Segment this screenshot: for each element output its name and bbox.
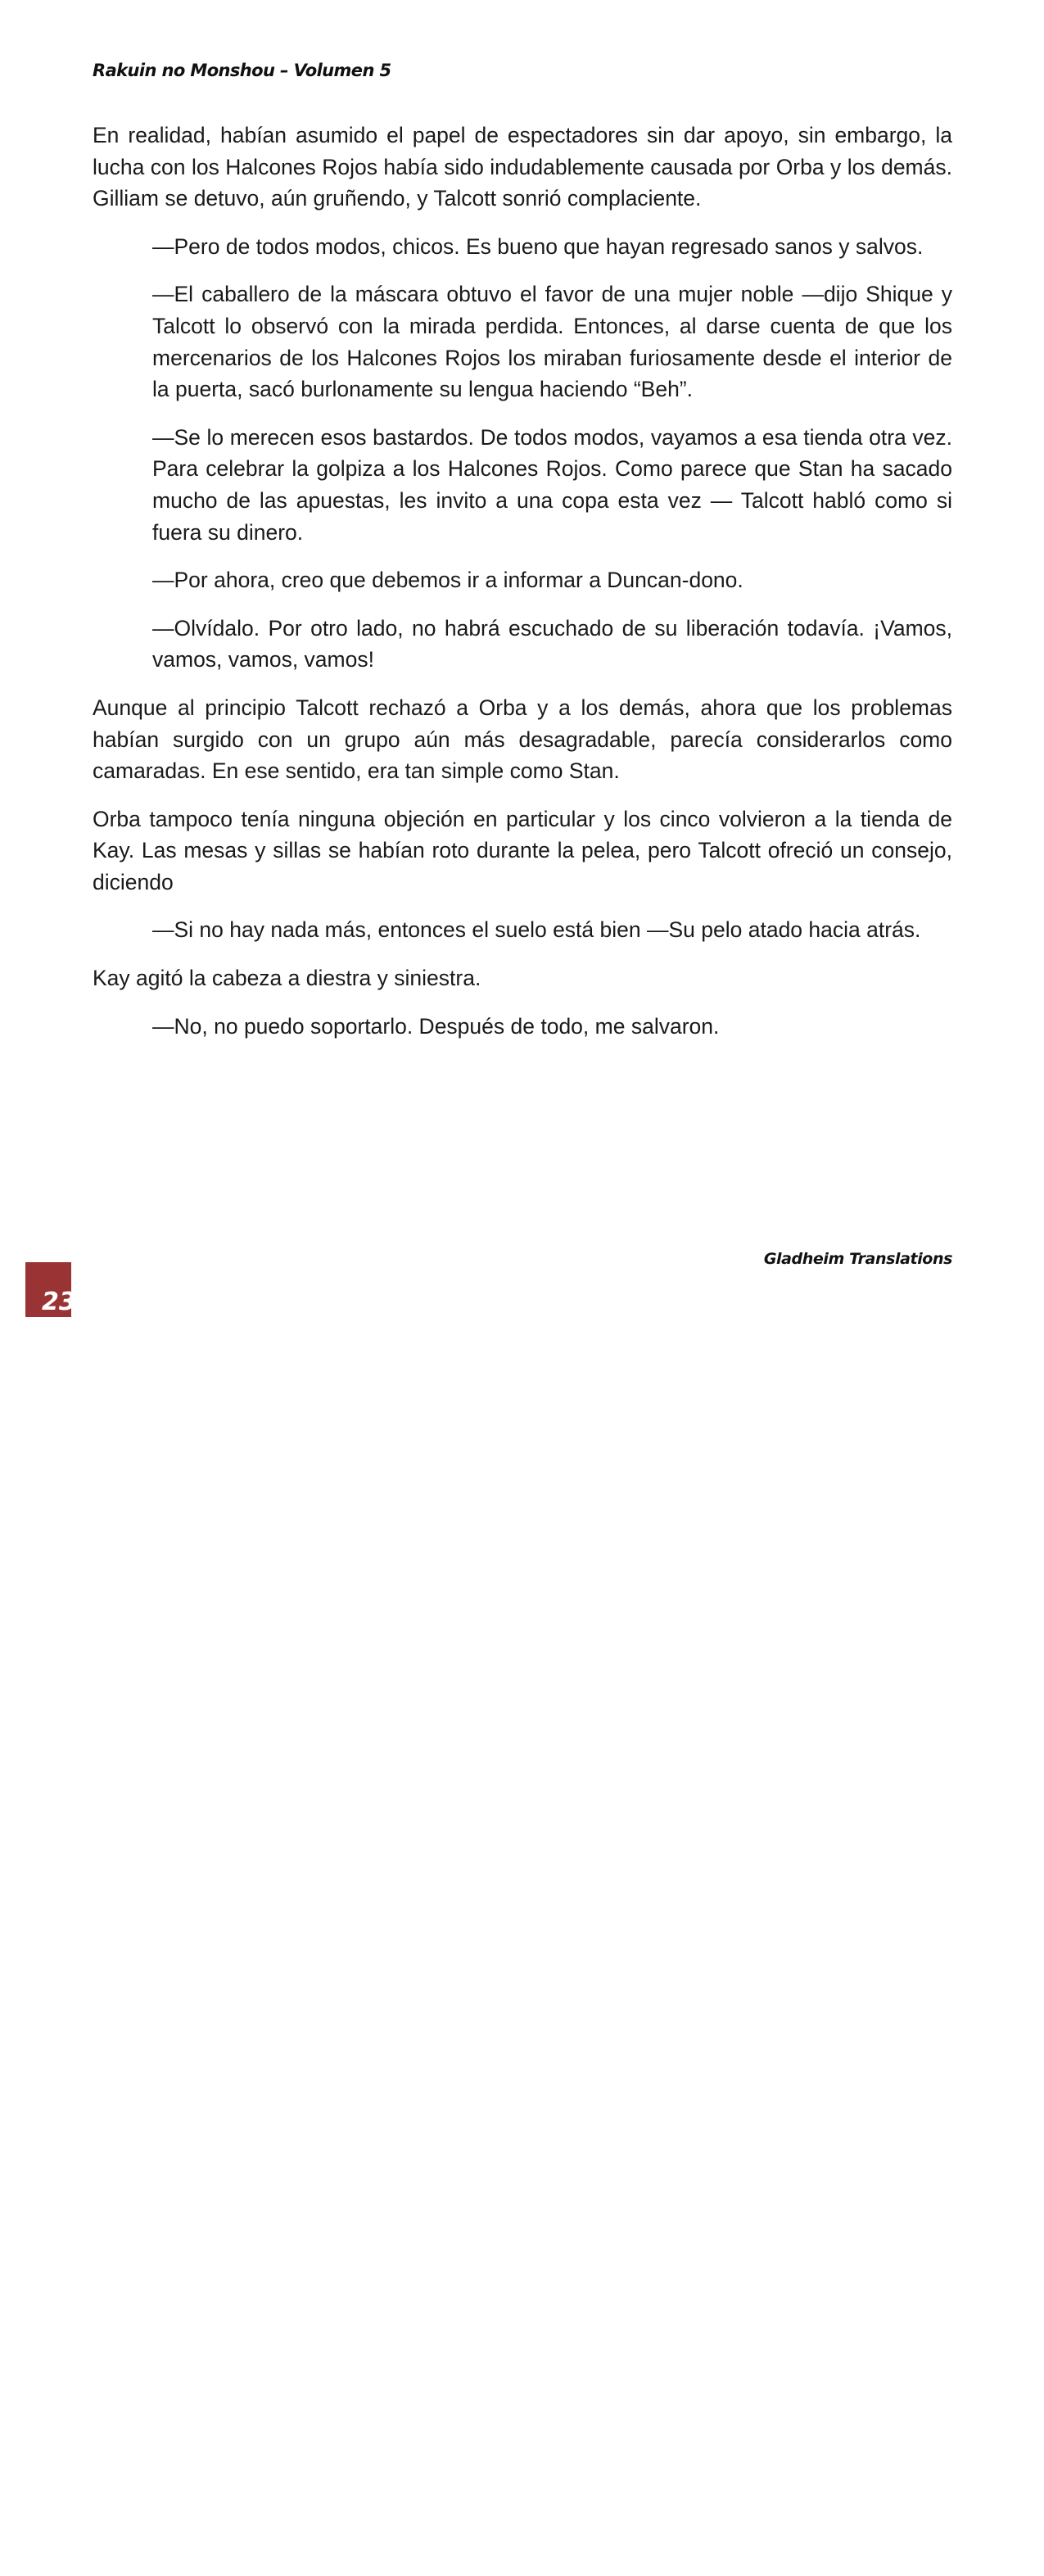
paragraph-narration: Kay agitó la cabeza a diestra y siniestra. bbox=[93, 966, 481, 991]
paragraph-dialogue: —Olvídalo. Por otro lado, no habrá escuchado de su liberación todavía. ¡Vamos, vamos, vamos, vamos! bbox=[152, 615, 952, 672]
paragraph-dialogue: —Por ahora, creo que debemos ir a informar a Duncan-dono. bbox=[152, 568, 743, 593]
paragraph-dialogue: —Se lo merecen esos bastardos. De todos modos, vayamos a esa tienda otra vez. Para celebrar la golpiza a los Halcones Rojos. Como parece que Stan ha sacado mucho de las apuestas, les invito a una copa esta vez — Talcott habló como si fuera su dinero. bbox=[152, 424, 952, 545]
running-header: Rakuin no Monshou – Volumen 5 bbox=[93, 61, 391, 80]
paragraph-dialogue: —No, no puedo soportarlo. Después de todo, me salvaron. bbox=[152, 1013, 720, 1039]
page-number: 23 bbox=[42, 1288, 76, 1316]
paragraph-dialogue: —Si no hay nada más, entonces el suelo está bien —Su pelo atado hacia atrás. bbox=[152, 917, 921, 943]
page-number-box bbox=[25, 1262, 76, 1317]
paragraph-narration: Aunque al principio Talcott rechazó a Orba y a los demás, ahora que los problemas habían surgido con un grupo aún más desagradable, parecía considerarlos como camaradas. En ese sentido, era tan simple como Stan. bbox=[93, 695, 952, 784]
paragraph-dialogue: —Pero de todos modos, chicos. Es bueno que hayan regresado sanos y salvos. bbox=[152, 233, 924, 259]
body-text bbox=[93, 120, 952, 1058]
translator-credit: Gladheim Translations bbox=[763, 1250, 952, 1268]
paragraph-dialogue: —El caballero de la máscara obtuvo el favor de una mujer noble —dijo Shique y Talcott lo observó con la mirada perdida. Entonces, al darse cuenta de que los mercenarios de los Halcones Rojos los miraban furiosamente desde el interior de la puerta, sacó burlonamente su lengua haciendo “Beh”. bbox=[152, 282, 952, 402]
paragraph-narration: Orba tampoco tenía ninguna objeción en particular y los cinco volvieron a la tienda de Kay. Las mesas y sillas se habían roto durante la pelea, pero Talcott ofreció un consejo, diciendo bbox=[93, 806, 952, 894]
paragraph-narration: En realidad, habían asumido el papel de espectadores sin dar apoyo, sin embargo, la lucha con los Halcones Rojos había sido indudablemente causada por Orba y los demás. Gilliam se detuvo, aún gruñendo, y Talcott sonrió complaciente. bbox=[93, 123, 952, 211]
